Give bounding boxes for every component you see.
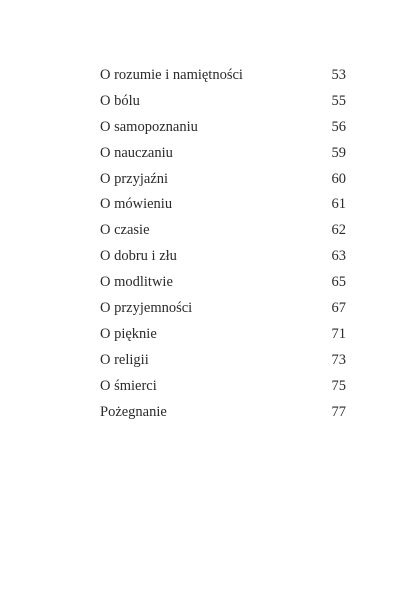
- toc-entry-title: O rozumie i namiętności: [100, 67, 243, 83]
- toc-entry: [100, 298, 346, 324]
- toc-entry-page-number: 65: [331, 274, 346, 291]
- toc-entry-title: O dobru i złu: [100, 248, 177, 265]
- toc-entry-page-number: 62: [331, 222, 346, 239]
- toc-entry: [100, 65, 346, 91]
- toc-entry-title: O przyjemności: [100, 300, 193, 317]
- toc-entry-title: O samopoznaniu: [100, 118, 198, 135]
- toc-entry-page-number: 61: [331, 196, 346, 213]
- toc-entry: [100, 117, 346, 143]
- toc-entry-title: Pożegnanie: [100, 403, 167, 420]
- toc-entry-title: O przyjaźni: [100, 170, 169, 187]
- toc-entry: [100, 194, 346, 220]
- toc-entry: [100, 402, 346, 428]
- table-of-contents: [100, 65, 346, 427]
- toc-entry: [100, 246, 346, 272]
- toc-entry-page-number: 77: [331, 403, 346, 420]
- toc-entry-title: O czasie: [100, 222, 150, 239]
- toc-entry-title: O modlitwie: [100, 274, 173, 291]
- toc-entry-title: O mówieniu: [100, 196, 173, 213]
- toc-entry-title: O pięknie: [100, 325, 157, 342]
- toc-entry-page-number: 71: [331, 325, 346, 342]
- toc-entry: [100, 169, 346, 195]
- toc-entry: [100, 220, 346, 246]
- toc-entry-title: O religii: [100, 351, 149, 368]
- toc-entry-title: O nauczaniu: [100, 144, 173, 161]
- toc-entry-page-number: 59: [331, 144, 346, 161]
- toc-entry: [100, 376, 346, 402]
- toc-entry-page-number: 75: [331, 377, 346, 394]
- toc-entry: [100, 272, 346, 298]
- toc-entry-page-number: 67: [331, 300, 346, 317]
- toc-entry: [100, 324, 346, 350]
- toc-entry: [100, 350, 346, 376]
- toc-entry-title: O śmierci: [100, 377, 157, 394]
- toc-entry-page-number: 73: [331, 351, 346, 368]
- toc-entry-page-number: 56: [331, 118, 346, 135]
- toc-entry-page-number: 63: [331, 248, 346, 265]
- toc-entry-page-number: 53: [331, 67, 346, 83]
- toc-entry: [100, 91, 346, 117]
- toc-entry-page-number: 55: [331, 92, 346, 109]
- toc-entry: [100, 143, 346, 169]
- toc-entry-title: O bólu: [100, 92, 140, 109]
- toc-entry-page-number: 60: [331, 170, 346, 187]
